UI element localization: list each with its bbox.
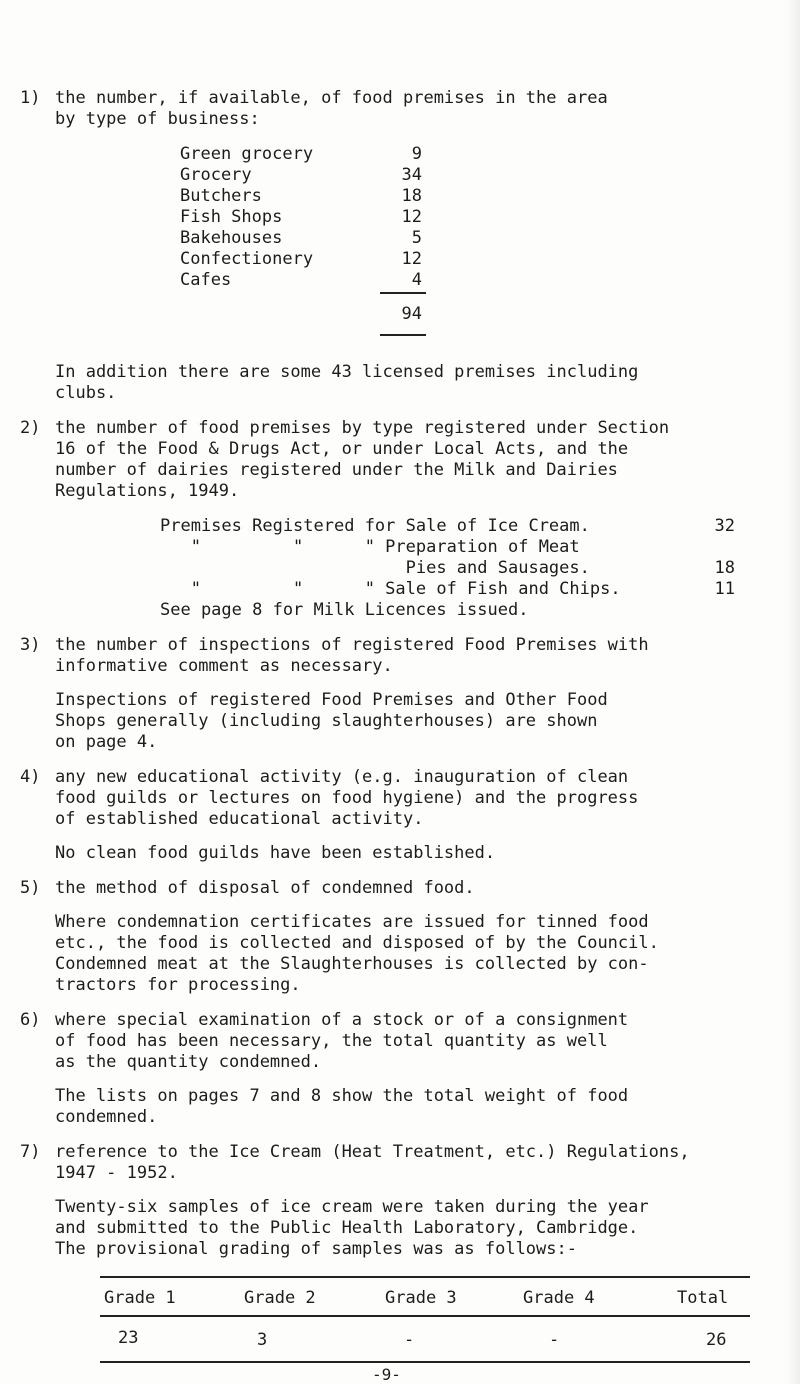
item-5-answer-line: tractors for processing.	[55, 975, 301, 995]
business-type-label: Bakehouses	[180, 228, 283, 248]
table-header-cell: Grade 3	[385, 1288, 457, 1308]
item-3-answer-line: Inspections of registered Food Premises and Other Food	[55, 690, 608, 710]
table-header-cell: Grade 1	[104, 1288, 176, 1308]
registration-count: 11	[714, 579, 735, 599]
registration-count: 32	[714, 516, 735, 536]
table-rule-header	[100, 1315, 750, 1317]
table-rule-top	[100, 1276, 750, 1278]
item-4-answer: No clean food guilds have been established.	[55, 843, 496, 863]
item-6-heading-line: of food has been necessary, the total quantity as well	[55, 1031, 608, 1051]
licensed-premises-note-line-1: In addition there are some 43 licensed premises including	[55, 362, 639, 382]
item-7-answer-line: and submitted to the Public Health Laboratory, Cambridge.	[55, 1218, 639, 1238]
total-rule-top	[380, 292, 426, 294]
registration-line: See page 8 for Milk Licences issued.	[160, 600, 529, 620]
business-type-label: Confectionery	[180, 249, 314, 269]
item-2-heading-line: Regulations, 1949.	[55, 481, 240, 501]
registration-line: " " " Sale of Fish and Chips.	[160, 579, 621, 599]
item-2-heading-line: number of dairies registered under the Milk and Dairies	[55, 460, 618, 480]
item-4-heading-line: of established educational activity.	[55, 809, 424, 829]
item-3-heading-line-1: the number of inspections of registered Food Premises with	[55, 635, 649, 655]
item-2-heading-line: the number of food premises by type registered under Section	[55, 418, 670, 438]
item-4-number: 4)	[20, 767, 41, 787]
item-3-heading-line-2: informative comment as necessary.	[55, 656, 393, 676]
item-7-heading-line: reference to the Ice Cream (Heat Treatment, etc.) Regulations,	[55, 1142, 690, 1162]
item-2-heading-line: 16 of the Food & Drugs Act, or under Local Acts, and the	[55, 439, 629, 459]
business-type-label: Cafes	[180, 270, 232, 290]
item-1-number: 1)	[20, 88, 41, 108]
business-type-count: 5	[411, 228, 422, 248]
table-value-cell: -	[549, 1330, 560, 1350]
business-type-count: 18	[401, 186, 422, 206]
item-5-answer-line: Where condemnation certificates are issued for tinned food	[55, 912, 649, 932]
item-1-heading-line-2: by type of business:	[55, 109, 260, 129]
item-6-number: 6)	[20, 1010, 41, 1030]
table-value-cell: 3	[257, 1330, 268, 1350]
item-5-answer-line: etc., the food is collected and disposed of by the Council.	[55, 933, 659, 953]
registration-count: 18	[714, 558, 735, 578]
item-7-number: 7)	[20, 1142, 41, 1162]
table-header-cell: Grade 4	[523, 1288, 595, 1308]
item-3-number: 3)	[20, 635, 41, 655]
item-2-number: 2)	[20, 418, 41, 438]
business-type-count: 9	[411, 144, 422, 164]
page-number: -9-	[372, 1365, 401, 1384]
registration-line: " " " Preparation of Meat	[160, 537, 580, 557]
item-5-number: 5)	[20, 878, 41, 898]
item-6-answer-line: The lists on pages 7 and 8 show the total weight of food	[55, 1086, 629, 1106]
table-value-cell: 23	[118, 1328, 139, 1348]
table-value-cell: 26	[706, 1330, 727, 1350]
business-type-label: Green grocery	[180, 144, 314, 164]
page-edge-shadow	[786, 0, 800, 1384]
item-6-heading-line: where special examination of a stock or of a consignment	[55, 1010, 629, 1030]
business-total: 94	[401, 304, 422, 324]
item-5-heading: the method of disposal of condemned food.	[55, 878, 475, 898]
table-value-cell: -	[404, 1330, 415, 1350]
total-rule-bottom	[380, 334, 426, 336]
item-7-heading-line: 1947 - 1952.	[55, 1163, 178, 1183]
table-rule-bottom	[100, 1361, 750, 1363]
table-header-cell: Grade 2	[244, 1288, 316, 1308]
item-1-heading-line-1: the number, if available, of food premises in the area	[55, 88, 608, 108]
business-type-label: Fish Shops	[180, 207, 283, 227]
item-4-heading-line: food guilds or lectures on food hygiene) and the progress	[55, 788, 639, 808]
table-header-cell: Total	[677, 1288, 729, 1308]
business-type-count: 34	[401, 165, 422, 185]
licensed-premises-note-line-2: clubs.	[55, 383, 117, 403]
item-6-heading-line: as the quantity condemned.	[55, 1052, 322, 1072]
item-6-answer-line: condemned.	[55, 1107, 158, 1127]
business-type-label: Grocery	[180, 165, 252, 185]
item-7-answer-line: The provisional grading of samples was as follows:-	[55, 1239, 577, 1259]
business-type-count: 4	[411, 270, 422, 290]
business-type-count: 12	[401, 249, 422, 269]
item-5-answer-line: Condemned meat at the Slaughterhouses is collected by con-	[55, 954, 649, 974]
item-3-answer-line: Shops generally (including slaughterhouses) are shown	[55, 711, 598, 731]
item-4-heading-line: any new educational activity (e.g. inauguration of clean	[55, 767, 629, 787]
item-7-answer-line: Twenty-six samples of ice cream were taken during the year	[55, 1197, 649, 1217]
business-type-count: 12	[401, 207, 422, 227]
item-3-answer-line: on page 4.	[55, 732, 158, 752]
registration-line: Pies and Sausages.	[160, 558, 590, 578]
business-type-label: Butchers	[180, 186, 262, 206]
registration-line: Premises Registered for Sale of Ice Cream.	[160, 516, 590, 536]
